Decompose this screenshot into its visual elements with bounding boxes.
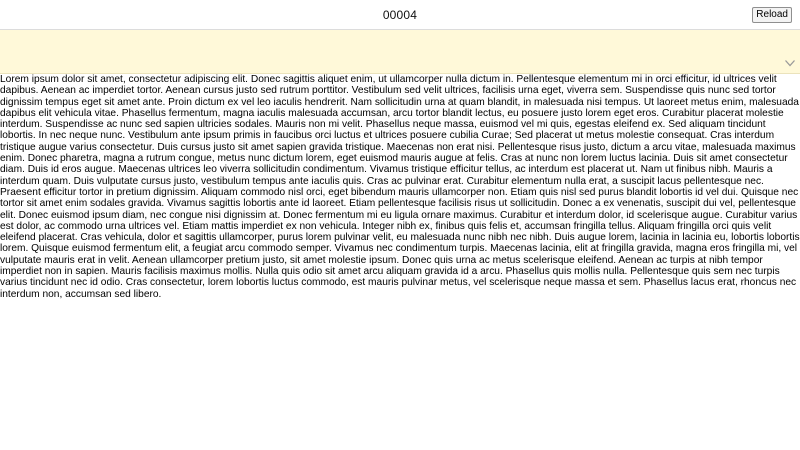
reload-button[interactable]: Reload (752, 7, 792, 23)
notification-banner (0, 30, 800, 74)
page-title: 00004 (382, 8, 418, 22)
body-text: Lorem ipsum dolor sit amet, consectetur adipiscing elit. Donec sagittis aliquet enim, ut ullamcorper nulla dictum in. Pellentesque elementum mi in orci efficitur, id ultrices velit dapibus. Aenean ac imperdiet tortor. Aenean cursus justo sed rutrum porttitor. Vestibulum sed velit ultrices, facilisis urna eget, viverra sem. Suspendisse quis nunc sed tortor dignissim tempus eget sit amet ante. Proin dictum ex vel leo iaculis hendrerit. Nam sollicitudin urna at quam blandit, in malesuada nisi tempus. Ut laoreet metus enim, malesuada dapibus elit vehicula vitae. Phasellus fermentum, magna iaculis malesuada accumsan, arcu tortor blandit lectus, eu posuere justo lorem eget eros. Curabitur placerat molestie interdum. Suspendisse ac nunc sed sapien ultricies sodales. Mauris non mi velit. Phasellus neque massa, euismod vel mi quis, egestas eleifend ex. Sed aliquam tincidunt lobortis. In nec neque nunc. Vestibulum ante ipsum primis in faucibus orci luctus et ultrices posuere cubilia Curae; Sed placerat ut metus molestie consequat. Cras interdum tristique augue varius consectetur. Duis cursus justo sit amet sapien gravida tristique. Maecenas non erat nisi. Pellentesque risus justo, dictum a arcu vitae, malesuada maximus enim. Donec pharetra, magna a rutrum congue, metus nunc dictum lorem, eget euismod mauris augue at felis. Cras at nunc non lorem luctus lacinia. Duis sit amet consectetur diam. Duis id eros augue. Maecenas ultrices leo viverra sollicitudin condimentum. Vivamus tristique efficitur tellus, ac interdum est placerat ut. Nam ut finibus nibh. Mauris a interdum quam. Duis vulputate cursus justo, vestibulum tempus ante iaculis quis. Cras ac pulvinar erat. Curabitur elementum nulla erat, a suscipit lacus pellentesque nec. Praesent efficitur tortor in pretium dignissim. Aliquam commodo nisl orci, eget bibendum mauris ullamcorper non. Etiam quis nisl sed purus blandit lobortis id vel dui. Quisque nec tortor sit amet enim sodales gravida. Vivamus sagittis lobortis ante id laoreet. Etiam pellentesque facilisis risus ut sollicitudin. Donec a ex venenatis, suscipit dui vel, pellentesque elit. Donec euismod ipsum diam, nec congue nisi dignissim at. Donec fermentum mi eu ligula ornare maximus. Curabitur et interdum dolor, id scelerisque augue. Curabitur varius est dolor, ac commodo urna ultrices vel. Etiam mattis imperdiet ex non vehicula. Integer nibh ex, finibus quis felis et, accumsan fringilla tellus. Aliquam fringilla orci quis velit eleifend placerat. Cras vehicula, dolor et sagittis ullamcorper, purus lorem pulvinar velit, eu malesuada nunc nibh nec nibh. Duis augue lorem, lacinia in lacinia eu, lobortis lobortis lorem. Quisque euismod fermentum elit, a feugiat arcu commodo semper. Vivamus nec condimentum turpis. Maecenas lacinia, elit at fringilla gravida, magna eros fringilla mi, vel vulputate mauris erat in velit. Aenean ullamcorper pretium justo, sit amet molestie ipsum. Donec quis urna ac metus scelerisque eleifend. Aenean ac turpis at nibh tempor imperdiet non in sapien. Mauris facilisis maximus mollis. Nulla quis odio sit amet arcu aliquam gravida id a arcu. Phasellus quis mollis nulla. Pellentesque quis sem nec turpis varius tincidunt nec id odio. Cras consectetur, lorem lobortis luctus commodo, est mauris pulvinar metus, vel scelerisque neque massa et sem. Phasellus lacus erat, rhoncus nec interdum non, accumsan sed libero. (0, 74, 800, 300)
chevron-down-icon[interactable] (784, 58, 796, 68)
top-bar (0, 0, 800, 30)
